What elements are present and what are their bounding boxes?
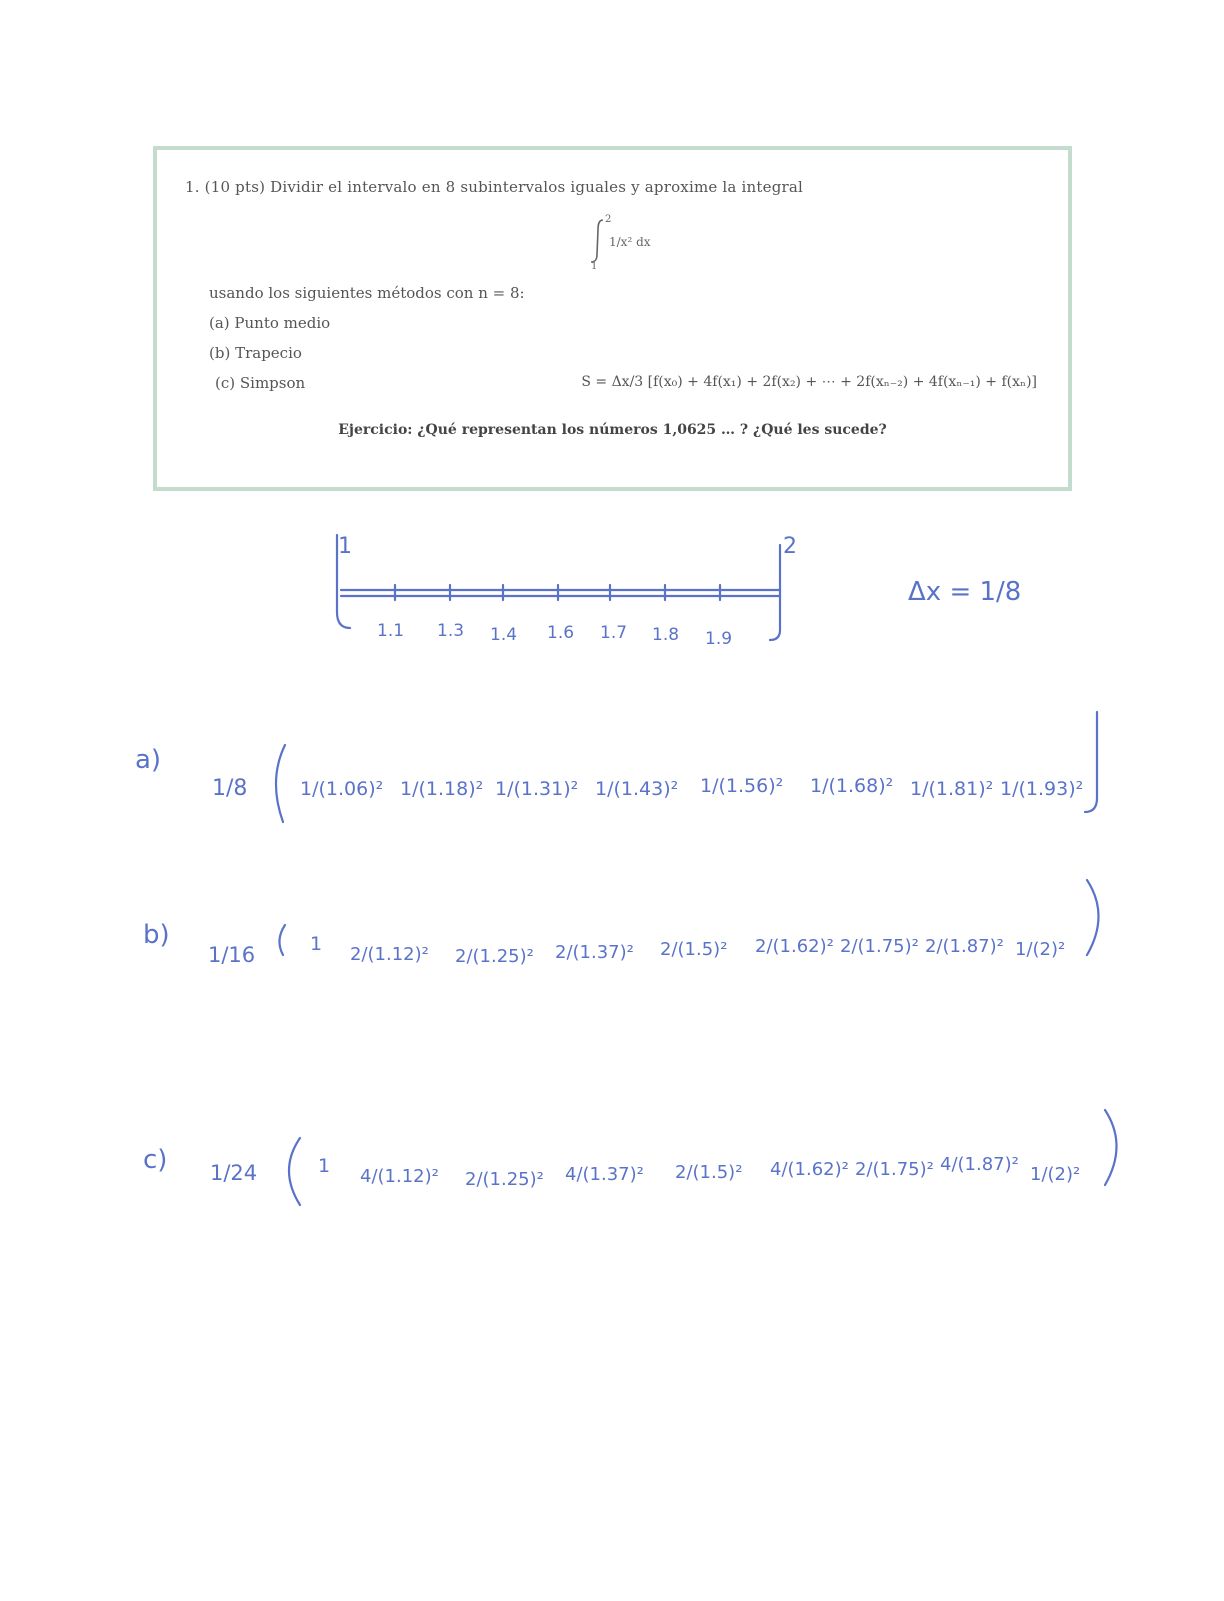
part-b-term: 2/(1.75)² xyxy=(840,936,919,957)
part-c-factor: 1/24 xyxy=(210,1161,258,1185)
part-c-label: c) xyxy=(143,1145,168,1175)
part-b-term: 2/(1.12)² xyxy=(350,944,429,965)
part-c-term: 4/(1.62)² xyxy=(770,1159,849,1180)
part-b-term: 2/(1.25)² xyxy=(455,946,534,967)
method-simpson: (c) Simpson xyxy=(215,374,306,392)
part-b-term: 2/(1.62)² xyxy=(755,936,834,957)
part-c-term: 2/(1.5)² xyxy=(675,1162,743,1183)
exercise-note: Ejercicio: ¿Qué representan los números 1,0625 … ? ¿Qué les sucede? xyxy=(338,422,887,438)
part-c-term: 4/(1.12)² xyxy=(360,1166,439,1187)
part-b-term: 1/(2)² xyxy=(1015,939,1066,960)
problem-statement: 1. (10 pts) Dividir el intervalo en 8 subintervalos iguales y aproxime la integral xyxy=(185,178,804,196)
integral-lower: 1 xyxy=(591,261,598,270)
integrand: 1/x² dx xyxy=(609,235,651,249)
simpson-formula: S = Δx/3 [f(x₀) + 4f(x₁) + 2f(x₂) + ⋯ + 2f(xₙ₋₂) + 4f(xₙ₋₁) + f(xₙ)] xyxy=(581,374,1037,390)
tick-label: 1.1 xyxy=(377,621,405,641)
part-a-factor: 1/8 xyxy=(212,776,248,801)
part-c-work xyxy=(143,1110,1117,1205)
part-b-term: 1 xyxy=(310,933,323,955)
part-c-term: 1/(2)² xyxy=(1030,1164,1081,1185)
tick-label: 1.7 xyxy=(600,623,628,643)
part-b-work xyxy=(143,880,1099,967)
part-b-label: b) xyxy=(143,920,170,950)
part-b-factor: 1/16 xyxy=(208,943,256,967)
methods-intro: usando los siguientes métodos con n = 8: xyxy=(209,284,525,302)
number-line xyxy=(337,534,1021,649)
part-c-term: 2/(1.75)² xyxy=(855,1159,934,1180)
tick-label: 1.3 xyxy=(437,621,465,641)
method-trapezoid: (b) Trapecio xyxy=(209,344,302,362)
part-a-term: 1/(1.31)² xyxy=(495,778,579,800)
part-c-term: 1 xyxy=(318,1155,331,1177)
part-b-term: 2/(1.5)² xyxy=(660,939,728,960)
number-line-right-end: 2 xyxy=(783,534,797,559)
integral-upper: 2 xyxy=(605,214,612,225)
part-c-term: 4/(1.37)² xyxy=(565,1164,644,1185)
part-a-term: 1/(1.18)² xyxy=(400,778,484,800)
part-a-term: 1/(1.68)² xyxy=(810,775,894,797)
number-line-left-end: 1 xyxy=(338,534,352,559)
tick-label: 1.4 xyxy=(490,625,518,645)
delta-x: Δx = 1/8 xyxy=(908,577,1022,607)
part-a-term: 1/(1.56)² xyxy=(700,775,784,797)
part-a-label: a) xyxy=(135,745,162,775)
method-midpoint: (a) Punto medio xyxy=(209,314,331,332)
part-a-term: 1/(1.93)² xyxy=(1000,778,1084,800)
tick-label: 1.6 xyxy=(547,623,575,643)
part-a-term: 1/(1.06)² xyxy=(300,778,384,800)
tick-label: 1.9 xyxy=(705,629,733,649)
part-a-term: 1/(1.43)² xyxy=(595,778,679,800)
part-c-term: 4/(1.87)² xyxy=(940,1154,1019,1175)
part-b-term: 2/(1.87)² xyxy=(925,936,1004,957)
part-b-term: 2/(1.37)² xyxy=(555,942,634,963)
tick-label: 1.8 xyxy=(652,625,680,645)
part-a-work xyxy=(135,712,1097,822)
part-c-term: 2/(1.25)² xyxy=(465,1169,544,1190)
part-a-term: 1/(1.81)² xyxy=(910,778,994,800)
